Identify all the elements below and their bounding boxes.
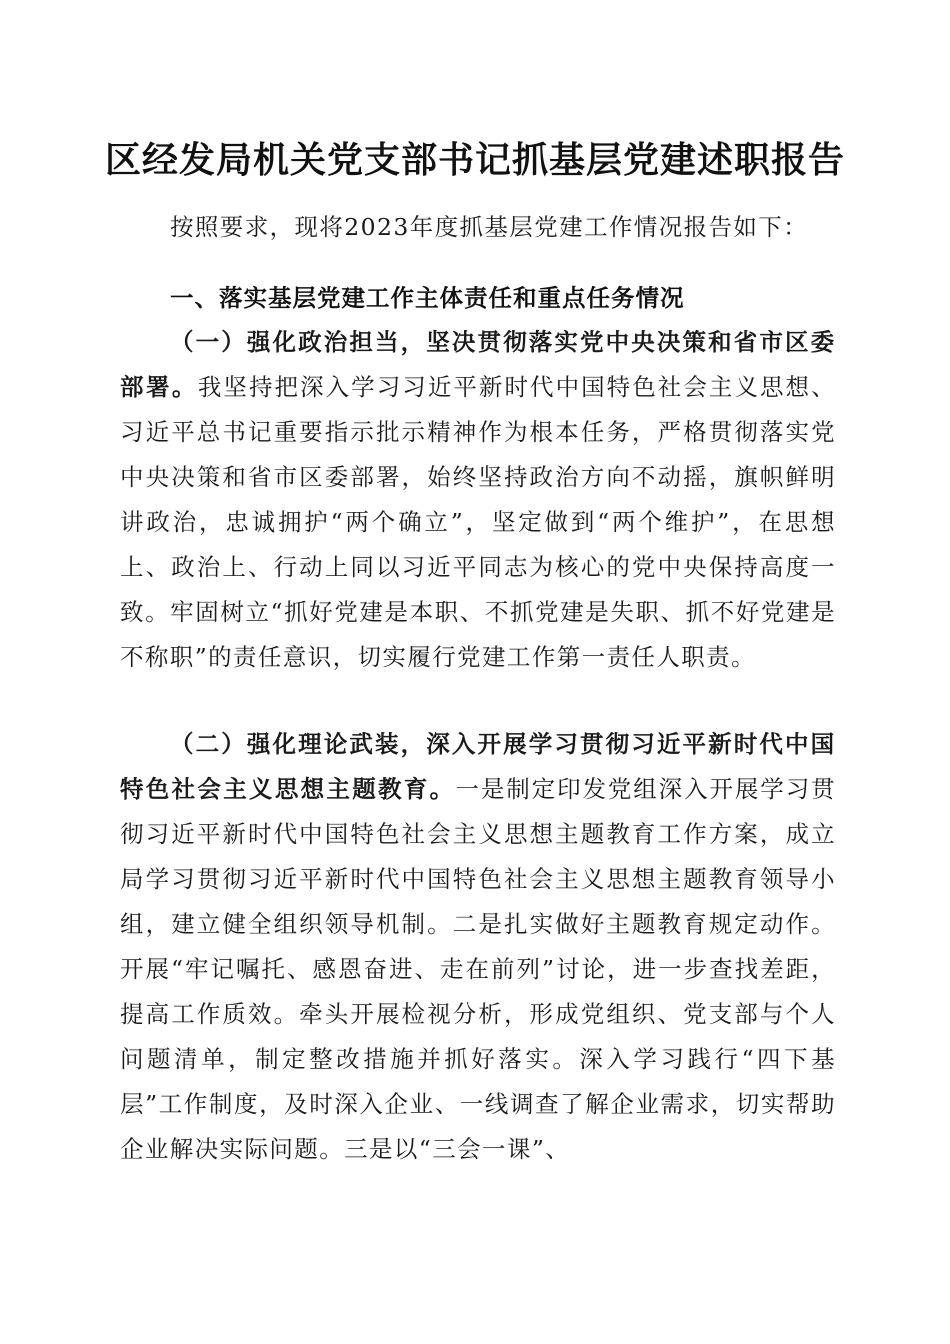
paragraph-2-body: 一是制定印发党组深入开展学习贯彻习近平新时代中国特色社会主义思想主题教育工作方案，成立局学习贯彻习近平新时代中国特色社会主义思想主题教育领导小组，建立健全组织领导机制。二是扎实做好主题教育规定动作。开展“牢记嘱托、感恩奋进、走在前列”讨论，进一步查找差距，提高工作质效。牵头开展检视分析，形成党组织、党支部与个人问题清单，制定整改措施并抓好落实。深入学习践行“四下基层”工作制度，及时深入企业、一线调查了解企业需求，切实帮助企业解决实际问题。三是以“三会一课”、 bbox=[120, 775, 837, 1163]
paragraph-1 bbox=[120, 320, 836, 680]
paragraph-1-lead: （一）强化政治担当，坚决贯彻落实党中央决策和省市区委部署。 bbox=[120, 328, 836, 401]
paragraph-1-body: 我坚持把深入学习习近平新时代中国特色社会主义思想、习近平总书记重要指示批示精神作为根本任务，严格贯彻落实党中央决策和省市区委部署，始终坚持政治方向不动摇，旗帜鲜明讲政治，忠诚拥护“两个确立”，坚定做到“两个维护”，在思想上、政治上、行动上同以习近平同志为核心的党中央保持高度一致。牢固树立“抓好党建是本职、不抓党建是失职、抓不好党建是不称职”的责任意识，切实履行党建工作第一责任人职责。 bbox=[120, 373, 836, 671]
intro-paragraph: 按照要求，现将2023年度抓基层党建工作情况报告如下： bbox=[170, 213, 809, 241]
paragraph-2 bbox=[120, 722, 836, 1172]
section-heading: 一、落实基层党建工作主体责任和重点任务情况 bbox=[170, 284, 685, 312]
document-title: 区经发局机关党支部书记抓基层党建述职报告 bbox=[104, 139, 845, 181]
paragraph-2-lead: （二）强化理论武装，深入开展学习贯彻习近平新时代中国特色社会主义思想主题教育。 bbox=[120, 730, 836, 803]
